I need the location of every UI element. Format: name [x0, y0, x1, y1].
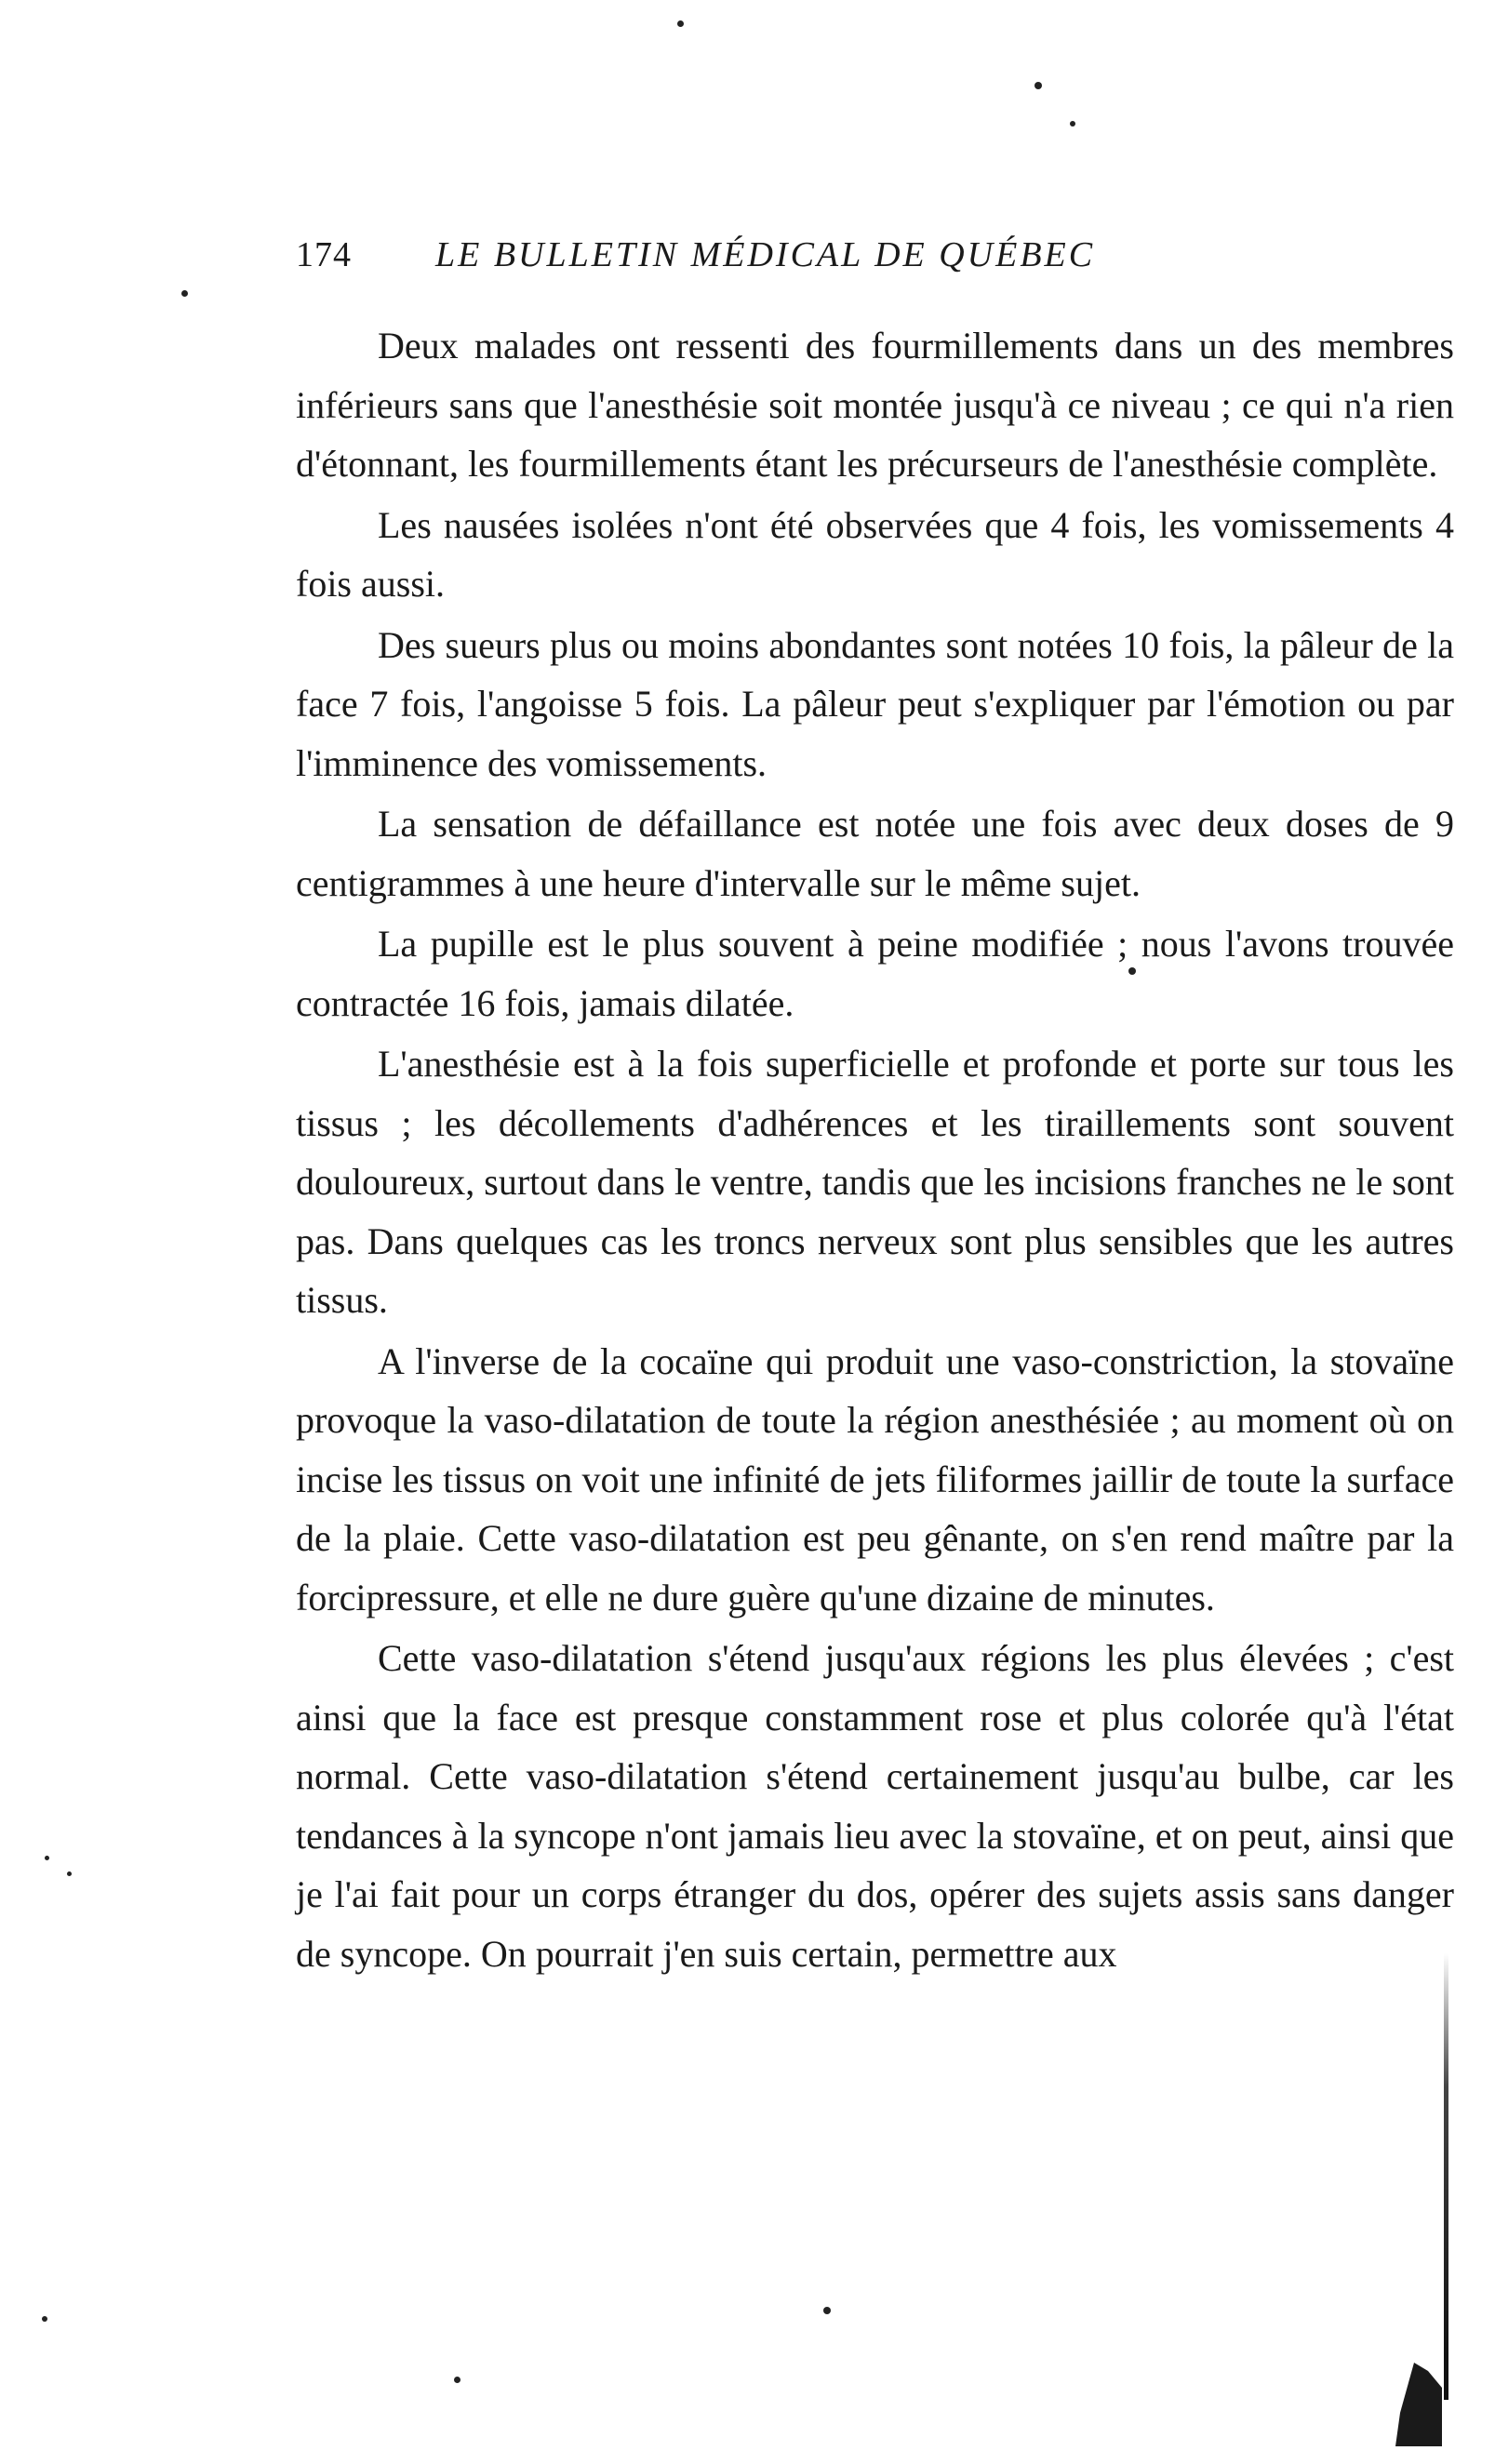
scan-speck [1034, 82, 1042, 89]
paragraph-pupille: La pupille est le plus souvent à peine modifiée ; nous l'avons trouvée contractée 16 fois, jamais dilatée. [296, 923, 1454, 1024]
scan-speck [1070, 121, 1075, 127]
scan-speck [677, 20, 684, 27]
scan-speck [1128, 967, 1136, 975]
scan-speck [181, 290, 188, 297]
page-header [296, 234, 1235, 290]
paragraph-vaso-dilatation: Cette vaso-dilatation s'étend jusqu'aux régions les plus élevées ; c'est ainsi que la face est presque constamment rose et plus colorée qu'à l'état normal. Cette vaso-dilatation s'étend certainement jusqu'au bulbe, car les tendances à la syncope n'ont jamais lieu avec la stovaïne, et on peut, ainsi que je l'ai fait pour un corps étranger du dos, opérer des sujets assis sans danger de syncope. On pourrait j'en suis certain, permettre aux [296, 1637, 1454, 1975]
paragraph-nausees: Les nausées isolées n'ont été observées que 4 fois, les vomissements 4 fois aussi. [296, 503, 1454, 605]
paragraph-fourmillements: Deux malades ont ressenti des fourmillements dans un des membres inférieurs sans que l'anesthésie soit montée jusqu'à ce niveau ; ce qui n'a rien d'étonnant, les fourmillements étant les précurseurs de l'anesthésie complète. [296, 325, 1454, 485]
running-title: LE BULLETIN MÉDICAL DE QUÉBEC [435, 235, 1096, 274]
scan-speck [823, 2307, 831, 2314]
paragraph-anesthesie: L'anesthésie est à la fois superficielle et profonde et porte sur tous les tissus ; les décollements d'adhérences et les tiraillements sont souvent douloureux, surtout dans le ventre, tandis que les incisions franches ne le sont pas. Dans quelques cas les troncs nerveux sont plus sensibles que les autres tissus. [296, 1043, 1454, 1321]
page-number: 174 [296, 235, 352, 274]
paragraph-sueurs: Des sueurs plus ou moins abondantes sont notées 10 fois, la pâleur de la face 7 fois, l'angoisse 5 fois. La pâleur peut s'expliquer par l'émotion ou par l'imminence des vomissements. [296, 623, 1454, 784]
paragraph-cocaine: A l'inverse de la cocaïne qui produit une vaso-constriction, la stovaïne provoque la vaso-dilatation de toute la région anesthésiée ; au moment où on incise les tissus on voit une infinité de jets filiformes jaillir de toute la surface de la plaie. Cette vaso-dilatation est peu gênante, on s'en rend maître par la forcipressure, et elle ne dure guère qu'une dizaine de minutes. [296, 1339, 1454, 1618]
paragraph-defaillance: La sensation de défaillance est notée une fois avec deux doses de 9 centigrammes à une heure d'intervalle sur le même sujet. [296, 803, 1454, 904]
binding-edge-blob [1395, 2363, 1442, 2446]
binding-edge-mark [1444, 1953, 1448, 2400]
scan-speck [45, 1856, 49, 1860]
body-text [296, 316, 1454, 1983]
scan-speck [67, 1871, 72, 1876]
scan-speck [454, 2377, 461, 2383]
scan-speck [42, 2316, 47, 2322]
